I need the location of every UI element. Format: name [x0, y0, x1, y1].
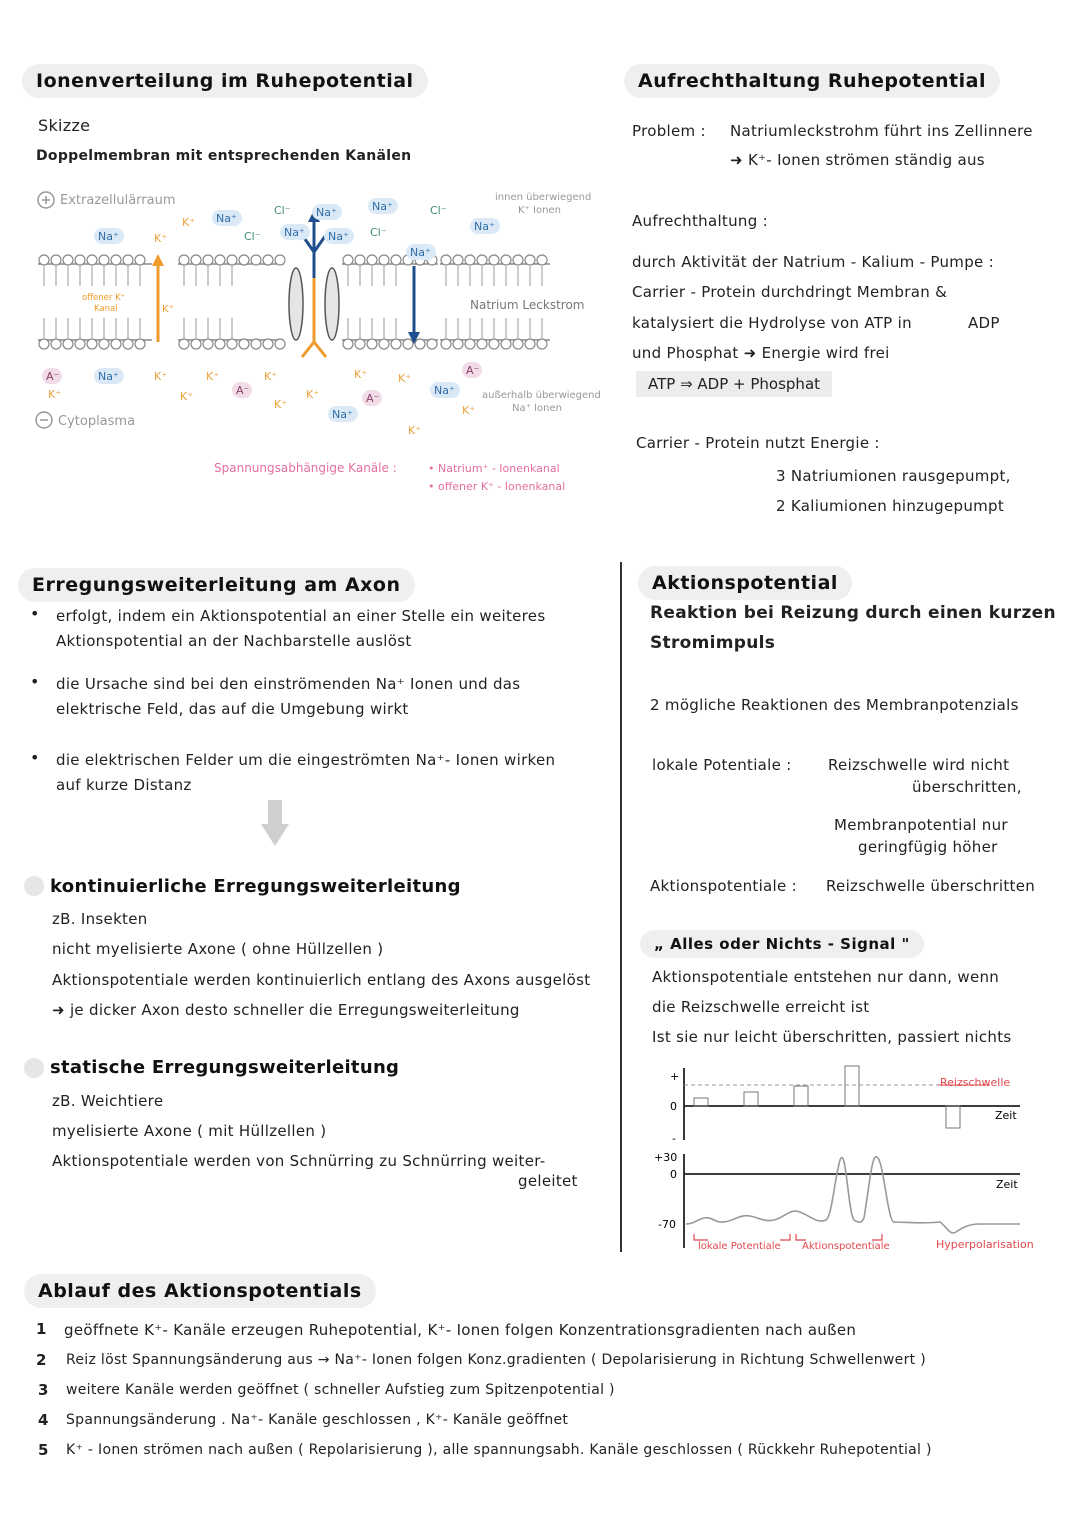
ion-cl: Cl⁻	[370, 226, 387, 239]
erregung-b3-1: die elektrischen Felder um die eingeströmten Na⁺- Ionen wirken	[56, 751, 556, 769]
ion-cl: Cl⁻	[244, 230, 261, 243]
upper-zero-label: 0	[670, 1100, 677, 1113]
alles-1: Aktionspotentiale entstehen nur dann, wenn	[652, 968, 1000, 986]
arrow-right-icon: ➜	[730, 151, 748, 169]
aufrecht-line-3b: ADP	[968, 314, 1000, 332]
aktionsp-graph-label: Aktionspotentiale	[802, 1241, 890, 1252]
step-text: Reiz löst Spannungsänderung aus → Na⁺- Ionen folgen Konz.gradienten ( Depolarisierung in Richtung Schwellenwert )	[66, 1352, 926, 1368]
ion-na: Na⁺	[216, 212, 237, 225]
membrane-potential-curve	[686, 1157, 1020, 1233]
ion-k: K⁺	[462, 404, 476, 417]
stimulus-bar	[694, 1098, 708, 1106]
lower-minus70-label: -70	[658, 1218, 676, 1231]
aussen-note-1: außerhalb überwiegend	[482, 390, 601, 401]
reizschwelle-label: Reizschwelle	[940, 1076, 1011, 1089]
ion-a: A⁻	[236, 384, 250, 397]
bullet-2: •	[30, 672, 40, 691]
aktion-val: Reizschwelle überschritten	[826, 877, 1036, 895]
ion-k: K⁺	[274, 398, 288, 411]
alles-2: die Reizschwelle erreicht ist	[652, 998, 870, 1016]
lower-zeit-label: Zeit	[996, 1178, 1018, 1191]
lokale-graph-label: lokale Potentiale	[698, 1241, 781, 1252]
ion-na: Na⁺	[316, 206, 337, 219]
ion-k: K⁺	[354, 368, 368, 381]
stimulus-bar	[794, 1086, 808, 1106]
offener-kanal-label-1: offener K⁺	[82, 293, 126, 303]
section-title-erregung: Erregungsweiterleitung am Axon	[18, 568, 415, 602]
aufrecht-line-2: Carrier - Protein durchdringt Membran &	[632, 283, 948, 301]
arrow-right-icon: ➜	[52, 1001, 70, 1019]
ion-na: Na⁺	[98, 370, 119, 383]
step-text: weitere Kanäle werden geöffnet ( schneller Aufstieg zum Spitzenpotential )	[66, 1382, 615, 1398]
natrium-leckstrom-label: Natrium Leckstrom	[470, 298, 585, 312]
alles-3: Ist sie nur leicht überschritten, passiert nichts	[652, 1028, 1012, 1046]
lokale-3: Membranpotential nur	[834, 816, 1008, 834]
pump-line-1: 3 Natriumionen rausgepumpt,	[776, 467, 1011, 485]
ion-na: Na⁺	[372, 200, 393, 213]
pump-line-2: 2 Kaliumionen hinzugepumpt	[776, 497, 1005, 515]
stat-line-3: Aktionspotentiale werden von Schnürring zu Schnürring weiter-	[52, 1152, 546, 1170]
ion-na: Na⁺	[474, 220, 495, 233]
aktion-sub-1: Reaktion bei Reizung durch einen kurzen	[650, 603, 1056, 623]
aufrecht-line-1: durch Aktivität der Natrium - Kalium - Pumpe :	[632, 253, 994, 271]
ion-k: K⁺	[154, 232, 168, 245]
bullet-1: •	[30, 604, 40, 623]
kont-line-3: Aktionspotentiale werden kontinuierlich entlang des Axons ausgelöst	[52, 971, 591, 989]
upper-zeit-label: Zeit	[995, 1109, 1017, 1122]
aussen-note-2: Na⁺ Ionen	[512, 403, 562, 414]
atp-formula: ATP ⇒ ADP + Phosphat	[636, 371, 832, 397]
hyper-graph-label: Hyperpolarisation	[936, 1238, 1034, 1251]
aufrecht-label: Aufrechthaltung :	[632, 212, 768, 230]
legend-k-channel: • offener K⁺ - Ionenkanal	[428, 480, 566, 493]
erregung-b1-2: Aktionspotential an der Nachbarstelle auslöst	[56, 632, 412, 650]
stat-line-4: geleitet	[518, 1172, 578, 1190]
aufrecht-line-4b: Energie wird frei	[761, 344, 890, 362]
legend-na-channel: • Natrium⁺ - Ionenkanal	[428, 462, 560, 475]
k-label-channel: K⁺	[162, 304, 174, 315]
step-number: 3	[38, 1381, 49, 1399]
lokale-4: geringfügig höher	[858, 838, 998, 856]
kont-line-1: zB. Insekten	[52, 910, 148, 928]
erregung-b2-2: elektrische Feld, das auf die Umgebung wirkt	[56, 700, 409, 718]
upper-plus-label: +	[670, 1070, 680, 1083]
ion-na: Na⁺	[434, 384, 455, 397]
sodium-channel-left	[289, 268, 303, 340]
ion-a: A⁻	[466, 364, 480, 377]
extrazellular-label: Extrazellulärraum	[60, 193, 176, 208]
aufrecht-line-3: katalysiert die Hydrolyse von ATP in	[632, 314, 912, 332]
section-title-ruhepotential: Ionenverteilung im Ruhepotential	[22, 64, 428, 98]
ion-a: A⁻	[366, 392, 380, 405]
aktion-sub-2: Stromimpuls	[650, 633, 776, 653]
step-number: 5	[38, 1441, 49, 1459]
ion-k: K⁺	[48, 388, 62, 401]
dot-icon	[24, 1058, 44, 1078]
kont-line-2: nicht myelisierte Axone ( ohne Hüllzellen )	[52, 940, 384, 958]
ion-na: Na⁺	[98, 230, 119, 243]
ion-cl: Cl⁻	[274, 204, 291, 217]
kont-title: kontinuierliche Erregungsweiterleitung	[50, 876, 461, 897]
problem-line-2-wrap	[730, 151, 985, 169]
ion-k: K⁺	[264, 370, 278, 383]
lokale-label: lokale Potentiale :	[652, 756, 792, 774]
ion-k: K⁺	[306, 388, 320, 401]
step-number: 4	[38, 1411, 49, 1429]
kont-line-4: je dicker Axon desto schneller die Erregungsweiterleitung	[69, 1001, 520, 1019]
erregung-b1-1: erfolgt, indem ein Aktionspotential an einer Stelle ein weiteres	[56, 607, 546, 625]
potential-graphs	[650, 1062, 1050, 1262]
offener-kanal-label-2: Kanal	[94, 304, 118, 314]
ion-na: Na⁺	[328, 230, 349, 243]
stat-line-2: myelisierte Axone ( mit Hüllzellen )	[52, 1122, 327, 1140]
kont-line-4-wrap	[52, 1001, 520, 1019]
bullet-3: •	[30, 748, 40, 767]
stimulus-bar	[946, 1106, 960, 1128]
spannungsabh-label: Spannungsabhängige Kanäle :	[214, 461, 397, 475]
ion-k: K⁺	[408, 424, 422, 437]
ion-na: Na⁺	[332, 408, 353, 421]
doppelmembran-label: Doppelmembran mit entsprechenden Kanälen	[36, 148, 412, 164]
ion-na: Na⁺	[284, 226, 305, 239]
section-title-ablauf: Ablauf des Aktionspotentials	[24, 1274, 376, 1308]
stimulus-bar	[744, 1092, 758, 1106]
alles-title: „ Alles oder Nichts - Signal "	[640, 930, 924, 958]
ion-a: A⁻	[46, 370, 60, 383]
aufrecht-line-4-wrap	[632, 344, 890, 362]
lokale-1: Reizschwelle wird nicht	[828, 756, 1010, 774]
lower-zero-label: 0	[670, 1168, 677, 1181]
ion-na: Na⁺	[410, 246, 431, 259]
ion-cl: Cl⁻	[430, 204, 447, 217]
aktion-label: Aktionspotentiale :	[650, 877, 797, 895]
erregung-b3-2: auf kurze Distanz	[56, 776, 192, 794]
erregung-b2-1: die Ursache sind bei den einströmenden Na⁺ Ionen und das	[56, 675, 521, 693]
arrow-down-icon	[260, 800, 290, 850]
upper-minus-label: -	[672, 1132, 676, 1145]
stimulus-bar	[845, 1066, 859, 1106]
sodium-channel-right	[325, 268, 339, 340]
arrow-right-icon: ➜	[743, 344, 757, 362]
dot-icon	[24, 876, 44, 896]
stat-title: statische Erregungsweiterleitung	[50, 1057, 400, 1078]
section-title-aufrecht: Aufrechthaltung Ruhepotential	[624, 64, 1000, 98]
step-number: 1	[36, 1320, 47, 1338]
aufrecht-line-4: und Phosphat	[632, 344, 739, 362]
ion-k: K⁺	[180, 390, 194, 403]
problem-label: Problem :	[632, 122, 706, 140]
column-divider	[620, 562, 622, 1252]
lokale-2: überschritten,	[912, 778, 1022, 796]
problem-line-1: Natriumleckstrohm führt ins Zellinnere	[730, 122, 1033, 140]
problem-line-2: K⁺- Ionen strömen ständig aus	[747, 151, 985, 169]
ion-k: K⁺	[398, 372, 412, 385]
stat-line-1: zB. Weichtiere	[52, 1092, 164, 1110]
innen-note-2: K⁺ Ionen	[518, 205, 561, 216]
ion-k: K⁺	[182, 216, 196, 229]
skizze-label: Skizze	[38, 116, 91, 135]
moegliche-line: 2 mögliche Reaktionen des Membranpotenzials	[650, 696, 1019, 714]
cytoplasma-label: Cytoplasma	[58, 414, 136, 429]
ion-k: K⁺	[154, 370, 168, 383]
lower-plus30-label: +30	[654, 1151, 678, 1164]
membrane-sketch	[30, 182, 610, 502]
innen-note-1: innen überwiegend	[495, 192, 592, 203]
ion-k: K⁺	[206, 370, 220, 383]
section-title-aktion: Aktionspotential	[638, 566, 852, 600]
step-number: 2	[36, 1351, 47, 1369]
step-text: geöffnete K⁺- Kanäle erzeugen Ruhepotential, K⁺- Ionen folgen Konzentrationsgradienten nach außen	[64, 1321, 857, 1339]
carrier-line: Carrier - Protein nutzt Energie :	[636, 434, 880, 452]
step-text: K⁺ - Ionen strömen nach außen ( Repolarisierung ), alle spannungsabh. Kanäle geschlossen ( Rückkehr Ruhepotential )	[66, 1442, 932, 1458]
ion-group	[42, 198, 500, 437]
step-text: Spannungsänderung . Na⁺- Kanäle geschlossen , K⁺- Kanäle geöffnet	[66, 1412, 569, 1428]
